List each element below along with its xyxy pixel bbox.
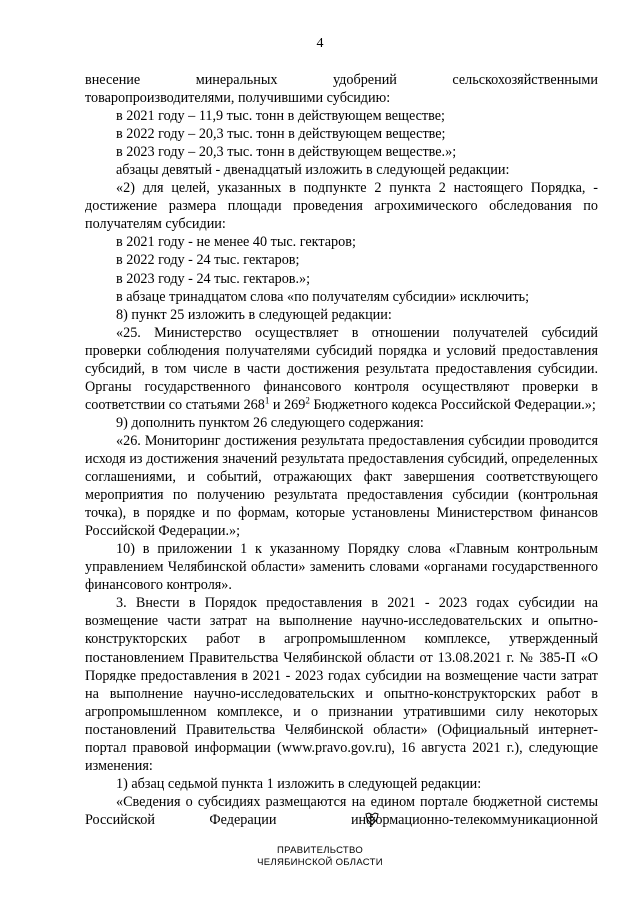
paragraph: 3. Внести в Порядок предоставления в 2021 - 2023 годах субсидии на возмещение части затрат на выполнение научно-исследовательских и опытно-конструкторских работ в агропромышленном комплексе, утвержденный постановлением Правительства Челябинской области от 13.08.2021 г. № 385-П «О Порядке предоставления в 2021 - 2023 годах субсидии на возмещение части затрат на выполнение научно-исследовательских и опытно-конструкторских работ в агропромышленном комплексе, и о признании утратившими силу некоторых постановлений Правительства Челябинской области» (Официальный интернет-портал правовой информации (www.pravo.gov.ru), 16 августа 2021 г.), следующие изменения: (85, 595, 598, 774)
paragraph: в абзаце тринадцатом слова «по получателям субсидии» исключить; (116, 288, 530, 305)
paragraph: 8) пункт 25 изложить в следующей редакции: (116, 306, 392, 323)
paragraph: 1) абзац седьмой пункта 1 изложить в следующей редакции: (116, 775, 482, 792)
paragraph-text: «Сведения о субсидиях размещаются на едином портале бюджетной системы Российской Федерации (85, 793, 598, 828)
paragraph: товаропроизводителями, получившими субсидию: (85, 90, 391, 107)
paragraph-text: и 269 (269, 396, 306, 413)
page-number: 4 (316, 36, 324, 51)
paragraph: в 2021 году – 11,9 тыс. тонн в действующем веществе; (116, 108, 445, 125)
paragraph-last (85, 793, 598, 829)
footer-line: ЧЕЛЯБИНСКОЙ ОБЛАСТИ (257, 857, 383, 868)
paragraph: «2) для целей, указанных в подпункте 2 пункта 2 настоящего Порядка, - достижение размера площади проведения агрохимического обследования по получателям субсидии: (85, 180, 598, 233)
paragraph: в 2023 году – 20,3 тыс. тонн в действующем веществе.»; (116, 144, 457, 161)
coat-of-arms-stamp-icon (333, 812, 349, 826)
paragraph: внесение минеральных удобрений сельскохозяйственными (85, 72, 598, 88)
paragraph: в 2021 году - не менее 40 тыс. гектаров; (116, 234, 356, 251)
paragraph-article-25 (85, 324, 598, 414)
footer-stamp (0, 845, 640, 869)
paragraph: 9) дополнить пунктом 26 следующего содержания: (116, 414, 424, 431)
paragraph: абзацы девятый - двенадцатый изложить в следующей редакции: (116, 162, 510, 179)
superscript: 2 (305, 395, 310, 406)
paragraph: в 2022 году - 24 тыс. гектаров; (116, 252, 300, 269)
paragraph-text: Бюджетного кодекса Российской Федерации.»; (309, 396, 596, 413)
footer-line: ПРАВИТЕЛЬСТВО (276, 845, 364, 856)
paragraph-text: информационно-телекоммуникационной (350, 811, 598, 828)
paragraph-text: «25. Министерство осуществляет в отношении получателей субсидий проверки соблюдения получателями субсидий порядка и условий предоставления субсидий, в том числе в части достижения результата предоставления субсидии. Органы государственного финансового контроля осуществляют проверки в соответствии со статьями 268 (85, 324, 598, 413)
document-body (85, 71, 598, 829)
paragraph: в 2022 году – 20,3 тыс. тонн в действующем веществе; (116, 126, 446, 143)
superscript: 1 (264, 395, 270, 406)
paragraph: «26. Мониторинг достижения результата предоставления субсидии проводится исходя из достижения значений результата предоставления субсидий, определенных соглашениями, и событий, отражающих факт завершения соответствующего мероприятия по получению результата предоставления субсидии (контрольная точка), в порядке и по формам, которые установлены Министерством финансов Российской Федерации.»; (85, 432, 598, 540)
paragraph: 10) в приложении 1 к указанному Порядку слова «Главным контрольным управлением Челябинской области» заменить словами «органами государственного финансового контроля». (85, 541, 598, 594)
paragraph: в 2023 году - 24 тыс. гектаров.»; (116, 270, 311, 287)
